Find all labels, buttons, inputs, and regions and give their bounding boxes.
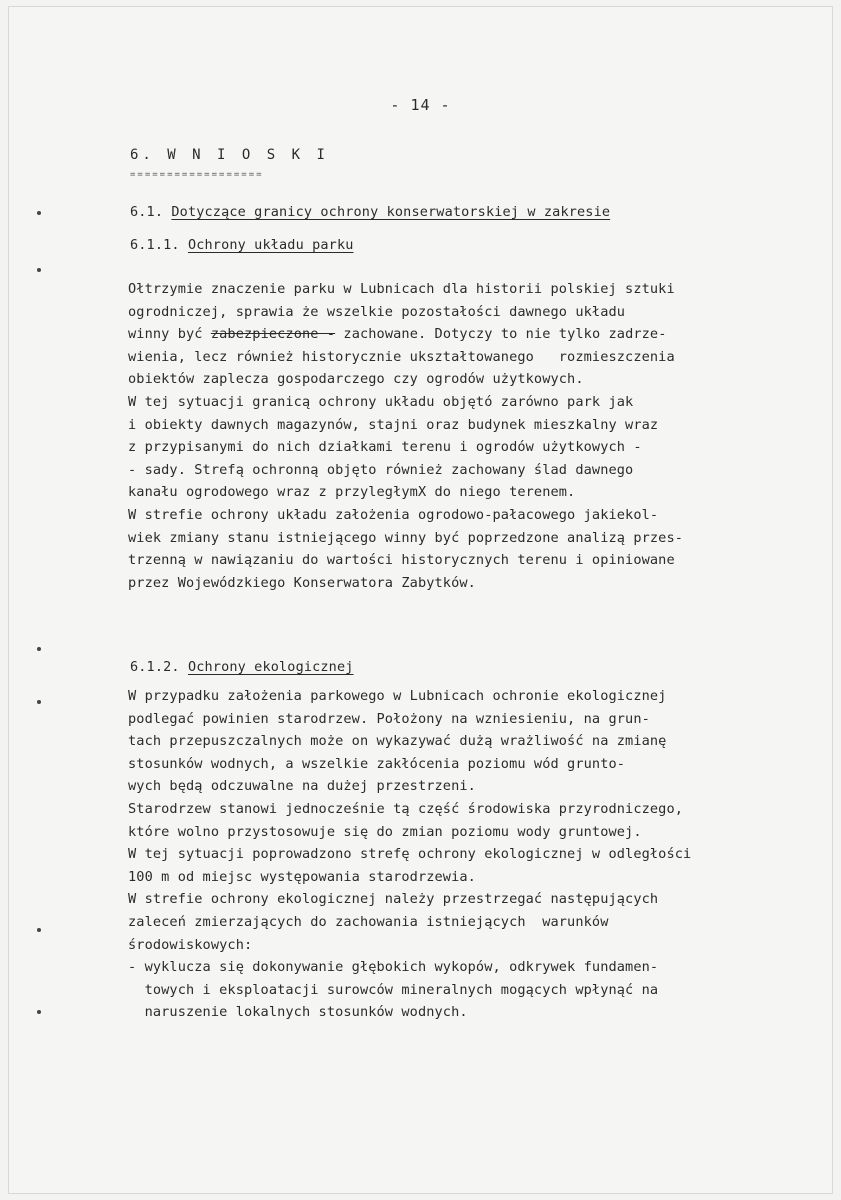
text-line: W tej sytuacji granicą ochrony układu objętó zarówno park jak bbox=[128, 393, 634, 410]
text-line: 100 m od miejsc występowania starodrzewia. bbox=[128, 868, 476, 885]
text-line: stosunków wodnych, a wszelkie zakłócenia poziomu wód grunto- bbox=[128, 755, 626, 772]
text-line: które wolno przystosowuje się do zmian poziomu wody gruntowej. bbox=[128, 823, 642, 840]
subsection-6-1-heading bbox=[130, 203, 610, 221]
subsection-6-1-1-heading bbox=[130, 236, 354, 254]
text-line: przez Wojewódzkiego Konserwatora Zabytków. bbox=[128, 574, 476, 591]
margin-punch-mark bbox=[37, 268, 41, 272]
margin-punch-mark bbox=[37, 1010, 41, 1014]
page-number: - 14 - bbox=[390, 96, 451, 114]
subsection-6-1-2-number: 6.1.2. bbox=[130, 659, 180, 675]
margin-punch-mark bbox=[37, 928, 41, 932]
subsection-6-1-number: 6.1. bbox=[130, 204, 164, 220]
section-title: W N I O S K I bbox=[167, 147, 329, 163]
text-line: W przypadku założenia parkowego w Lubnicach ochronie ekologicznej bbox=[128, 688, 667, 704]
section-number: 6. bbox=[130, 147, 155, 163]
text-line: - sady. Strefą ochronną objęto również zachowany ślad dawnego bbox=[128, 461, 634, 478]
text-line: podlegać powinien starodrzew. Położony na wzniesieniu, na grun- bbox=[128, 710, 650, 727]
text-line: wych będą odczuwalne na dużej przestrzeni. bbox=[128, 778, 476, 795]
text-line: wiek zmiany stanu istniejącego winny być poprzedzone analizą przes- bbox=[128, 529, 684, 546]
text-line: W tej sytuacji poprowadzono strefę ochrony ekologicznej w odległości bbox=[128, 846, 692, 863]
subsection-6-1-2-title: Ochrony ekologicznej bbox=[187, 659, 354, 675]
subsection-6-1-1-number: 6.1.1. bbox=[130, 237, 180, 253]
text-line: z przypisanymi do nich działkami terenu i ogrodów użytkowych - bbox=[128, 439, 642, 456]
section-heading-rule: ================== bbox=[130, 170, 264, 180]
text-line: Ołtrzymie znaczenie parku w Lubnicach dla historii polskiej sztuki bbox=[128, 281, 675, 297]
text-line: zaleceń zmierzających do zachowania istniejących warunków bbox=[128, 913, 609, 930]
struck-word: zabezpieczone - bbox=[210, 326, 336, 343]
text-line: towych i eksploatacji surowców mineralnych mogących wpłynąć na bbox=[128, 981, 659, 998]
margin-punch-mark bbox=[37, 647, 41, 651]
text-line: winny być zabezpieczone - zachowane. Dotyczy to nie tylko zadrze- bbox=[128, 326, 667, 343]
text-line: obiektów zaplecza gospodarczego czy ogrodów użytkowych. bbox=[128, 371, 584, 388]
text-line: Starodrzew stanowi jednocześnie tą część środowiska przyrodniczego, bbox=[128, 800, 684, 817]
subsection-6-1-2-heading bbox=[130, 658, 354, 676]
text-line: wienia, lecz również historycznie ukształtowanego rozmieszczenia bbox=[128, 348, 675, 365]
text-line: środowiskowych: bbox=[128, 936, 253, 953]
paragraph-park-protection bbox=[128, 278, 683, 594]
text-line: ogrodniczej, sprawia że wszelkie pozostałości dawnego układu bbox=[128, 303, 626, 320]
text-line: kanału ogrodowego wraz z przyległymX do niego terenem. bbox=[128, 484, 576, 501]
subsection-6-1-1-title: Ochrony układu parku bbox=[187, 237, 354, 253]
text-line: - wyklucza się dokonywanie głębokich wykopów, odkrywek fundamen- bbox=[128, 959, 659, 976]
margin-punch-mark bbox=[37, 700, 41, 704]
text-line: naruszenie lokalnych stosunków wodnych. bbox=[128, 1004, 468, 1021]
text-line: tach przepuszczalnych może on wykazywać dużą wrażliwość na zmianę bbox=[128, 733, 667, 750]
margin-punch-mark bbox=[37, 211, 41, 215]
section-heading bbox=[130, 146, 329, 164]
text-line: W strefie ochrony układu założenia ogrodowo-pałacowego jakiekol- bbox=[128, 506, 659, 523]
paragraph-ecological-protection bbox=[128, 685, 691, 1024]
text-line: i obiekty dawnych magazynów, stajni oraz budynek mieszkalny wraz bbox=[128, 416, 659, 433]
subsection-6-1-title: Dotyczące granicy ochrony konserwatorskiej w zakresie bbox=[171, 204, 611, 220]
text-line: trzenną w nawiązaniu do wartości historycznych terenu i opiniowane bbox=[128, 552, 675, 569]
text-line: W strefie ochrony ekologicznej należy przestrzegać następujących bbox=[128, 891, 659, 908]
